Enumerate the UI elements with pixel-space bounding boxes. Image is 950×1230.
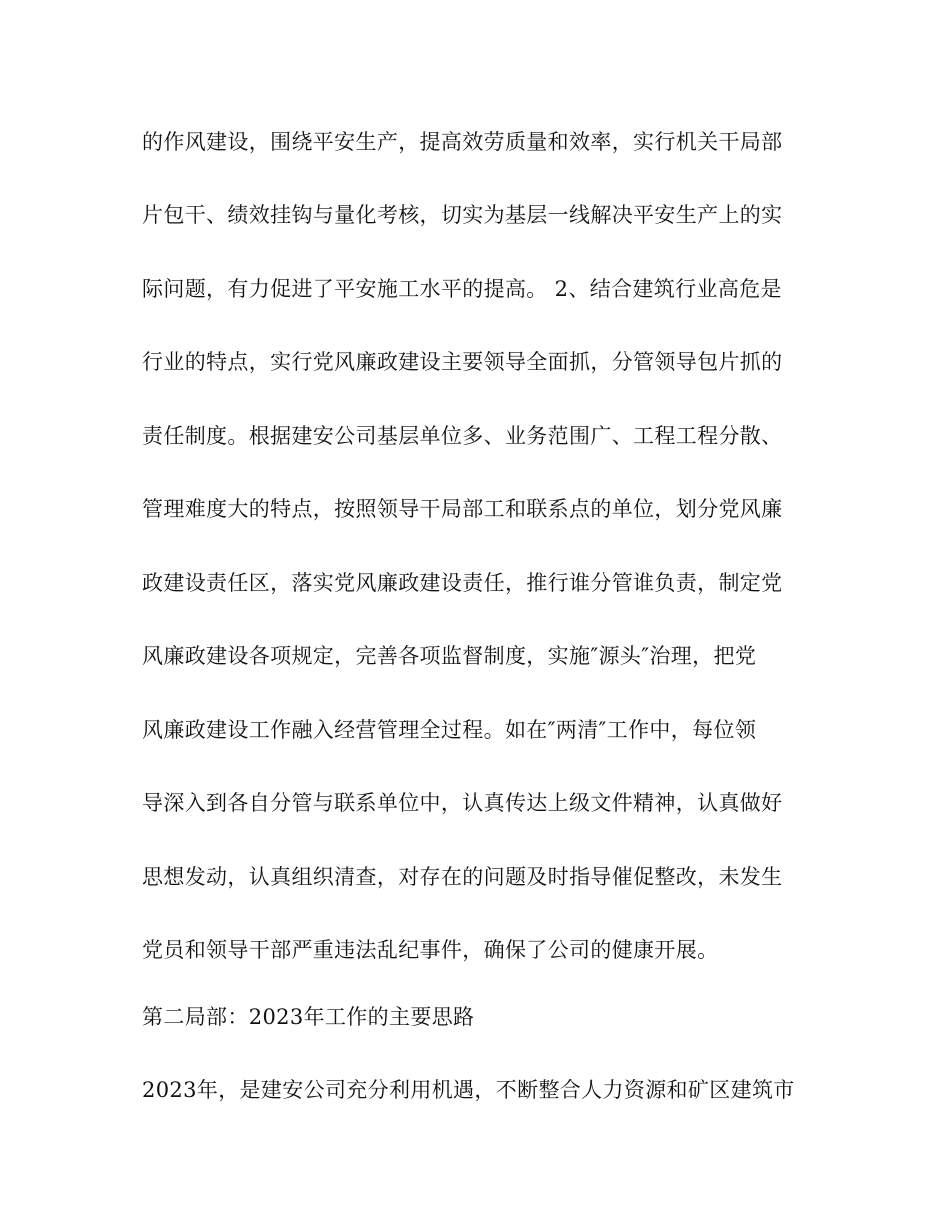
paragraph-line: 片包干、绩效挂钩与量化考核，切实为基层一线解决平安生产上的实 xyxy=(142,203,783,227)
paragraph-line: 党员和领导干部严重违法乱纪事件，确保了公司的健康开展。 xyxy=(142,938,719,962)
paragraph-line: 2023年，是建安公司充分利用机遇，不断整合人力资源和矿区建筑市 xyxy=(142,1078,795,1102)
paragraph-line: 责任制度。根据建安公司基层单位多、业务范围广、工程工程分散、 xyxy=(142,424,783,448)
paragraph-line: 风廉政建设各项规定，完善各项监督制度，实施″源头″治理，把党 xyxy=(142,644,757,668)
paragraph-line: 思想发动，认真组织清查，对存在的问题及时指导催促整改，未发生 xyxy=(142,865,783,889)
paragraph-line: 际问题，有力促进了平安施工水平的提高。 2、结合建筑行业高危是 xyxy=(142,277,782,301)
paragraph-line: 风廉政建设工作融入经营管理全过程。如在″两清″工作中，每位领 xyxy=(142,718,757,742)
paragraph-line: 行业的特点，实行党风廉政建设主要领导全面抓，分管领导包片抓的 xyxy=(142,350,783,374)
paragraph-line: 导深入到各自分管与联系单位中，认真传达上级文件精神，认真做好 xyxy=(142,791,783,815)
paragraph-line: 管理难度大的特点，按照领导干局部工和联系点的单位，划分党风廉 xyxy=(142,497,783,521)
paragraph-line: 的作风建设，围绕平安生产，提高效劳质量和效率，实行机关干局部 xyxy=(142,130,783,154)
section-heading: 第二局部：2023年工作的主要思路 xyxy=(142,1005,475,1029)
paragraph-line: 政建设责任区，落实党风廉政建设责任，推行谁分管谁负责，制定党 xyxy=(142,571,783,595)
